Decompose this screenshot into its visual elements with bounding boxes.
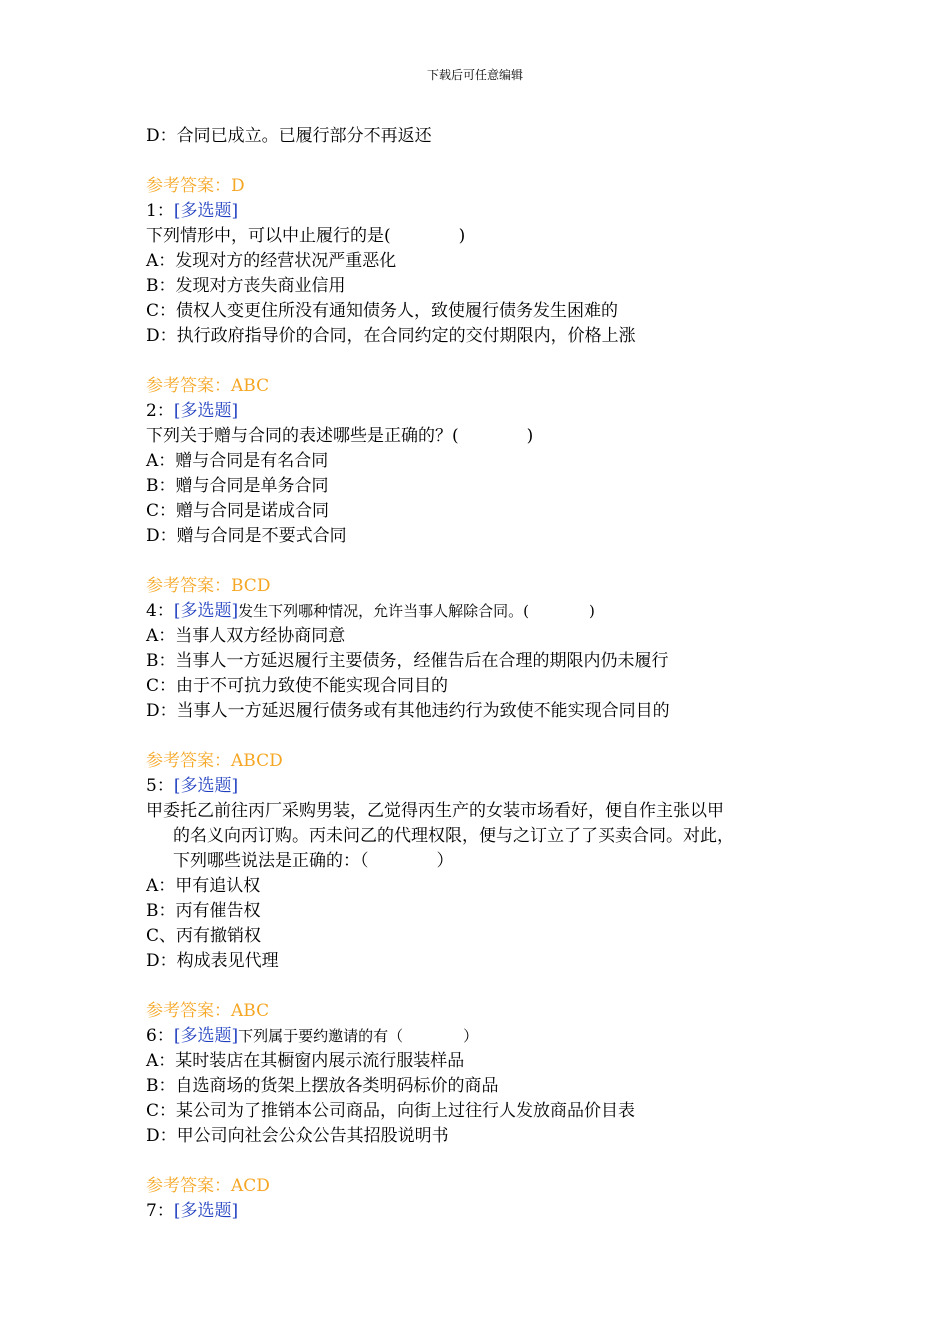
question-block [146,174,846,349]
question-type: [多选题] [173,1026,239,1046]
question-type: [多选题] [173,776,239,796]
option-b: B：丙有催告权 [146,901,261,921]
option-a: A：赠与合同是有名合同 [146,451,329,471]
option-c: C、丙有撤销权 [146,926,262,946]
question-type: [多选题] [173,201,239,221]
question-type: [多选题] [173,1201,239,1221]
option-b: B：赠与合同是单务合同 [146,476,329,496]
reference-answer: 参考答案：D [146,176,245,196]
question-number: 2： [146,401,174,421]
option-line: D：合同已成立。已履行部分不再返还 [146,126,432,146]
page-header: 下载后可任意编辑 [426,68,523,82]
question-header [146,1199,846,1224]
question-number: 7： [146,1201,174,1221]
option-d: D：赠与合同是不要式合同 [146,526,347,546]
question-block [146,1174,846,1224]
option-a: A：甲有追认权 [146,876,261,896]
option-b: B：当事人一方延迟履行主要债务，经催告后在合理的期限内仍未履行 [146,651,669,671]
question-stem: 甲委托乙前往丙厂采购男装，乙觉得丙生产的女装市场看好，便自作主张以甲 [146,801,724,821]
reference-answer: 参考答案：ABC [146,1001,270,1021]
option-d: D：构成表见代理 [146,951,279,971]
question-stem-continued: 的名义向丙订购。丙未问乙的代理权限，便与之订立了了买卖合同。对此， [173,826,734,846]
option-a: A：发现对方的经营状况严重恶化 [146,251,397,271]
question-type: [多选题] [173,401,239,421]
option-a: A：某时装店在其橱窗内展示流行服装样品 [146,1051,465,1071]
question-number: 5： [146,776,174,796]
question-block [146,374,846,549]
question-block [146,574,846,724]
question-stem: 下列属于要约邀请的有（ ） [238,1027,479,1045]
option-d: D：当事人一方延迟履行债务或有其他违约行为致使不能实现合同目的 [146,701,670,721]
option-c: C：由于不可抗力致使不能实现合同目的 [146,676,449,696]
reference-answer: 参考答案：ABCD [146,751,283,771]
question-header [146,1024,846,1049]
question-number: 6： [146,1026,174,1046]
question-type: [多选题] [173,601,239,621]
reference-answer: 参考答案：ABC [146,376,270,396]
option-c: C：赠与合同是诺成合同 [146,501,330,521]
question-stem: 下列关于赠与合同的表述哪些是正确的？( ) [146,426,534,446]
option-c: C：债权人变更住所没有通知债务人，致使履行债务发生困难的 [146,301,619,321]
option-d: D：甲公司向社会公众公告其招股说明书 [146,1126,449,1146]
question-number: 1： [146,201,174,221]
question-header [146,774,846,799]
question-stem-continued: 下列哪些说法是正确的：（ ） [173,851,454,871]
question-header [146,399,846,424]
option-d: D：执行政府指导价的合同，在合同约定的交付期限内，价格上涨 [146,326,636,346]
question-number: 4： [146,601,174,621]
question-header [146,599,846,624]
option-b: B：自选商场的货架上摆放各类明码标价的商品 [146,1076,499,1096]
question-stem: 发生下列哪种情况，允许当事人解除合同。( ) [238,602,595,620]
option-b: B：发现对方丧失商业信用 [146,276,346,296]
document-body [146,124,846,1224]
question-header [146,199,846,224]
question-stem: 下列情形中，可以中止履行的是( ) [146,226,466,246]
reference-answer: 参考答案：BCD [146,576,271,596]
reference-answer: 参考答案：ACD [146,1176,270,1196]
option-c: C：某公司为了推销本公司商品，向街上过往行人发放商品价目表 [146,1101,636,1121]
question-block [146,999,846,1149]
question-block [146,749,846,974]
option-a: A：当事人双方经协商同意 [146,626,346,646]
